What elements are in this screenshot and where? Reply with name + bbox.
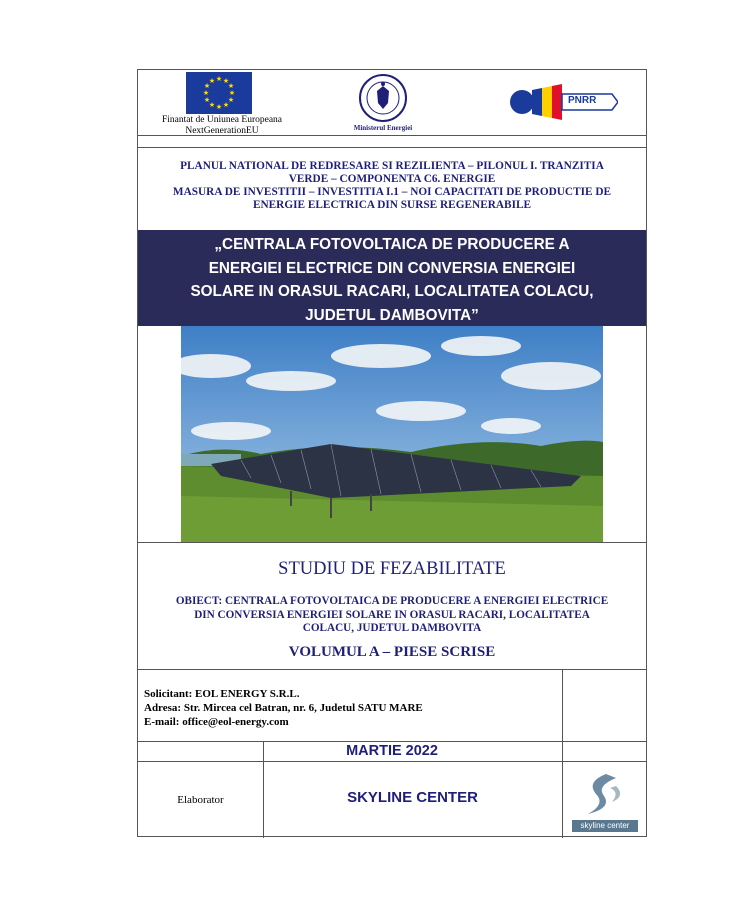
applicant-name: Solicitant: EOL ENERGY S.R.L. bbox=[144, 688, 300, 700]
study-volume: VOLUMUL A – PIESE SCRISE bbox=[288, 644, 496, 660]
spacer-row bbox=[138, 136, 646, 148]
document-date: MARTIE 2022 bbox=[346, 743, 438, 759]
applicant-info bbox=[144, 687, 423, 729]
date-row bbox=[138, 742, 646, 762]
project-title-banner: „CENTRALA FOTOVOLTAICA DE PRODUCERE A ENERGIEI ELECTRICE DIN CONVERSIA ENERGIEI SOLARE IN ORASUL RACARI, LOCALITATEA COLACU, JUDETUL DAMBOVITA” bbox=[138, 230, 646, 326]
applicant-email: E-mail: office@eol-energy.com bbox=[144, 716, 289, 728]
cell-divider bbox=[562, 670, 563, 741]
solar-panels-photo bbox=[181, 326, 603, 542]
eu-caption: Finantat de Uniunea Europeana NextGenerationEU bbox=[161, 115, 283, 136]
svg-text:★: ★ bbox=[227, 82, 235, 90]
elaborator-row bbox=[138, 762, 646, 838]
svg-text:★: ★ bbox=[215, 103, 223, 111]
pnrr-label: PNRR bbox=[568, 95, 597, 106]
svg-text:★: ★ bbox=[203, 96, 211, 104]
svg-text:★: ★ bbox=[222, 77, 230, 85]
romanian-government-seal-icon bbox=[358, 73, 408, 123]
cell-divider bbox=[562, 762, 563, 838]
logos-row bbox=[138, 70, 646, 136]
pnrr-logo bbox=[508, 84, 618, 120]
applicant-row bbox=[138, 670, 646, 742]
skyline-center-logo bbox=[572, 768, 638, 834]
svg-text:★: ★ bbox=[227, 96, 235, 104]
svg-text:★: ★ bbox=[202, 89, 210, 97]
elaborator-name: SKYLINE CENTER bbox=[347, 789, 478, 806]
gov-caption: Ministerul Energiei bbox=[353, 124, 413, 132]
plan-heading: PLANUL NATIONAL DE REDRESARE SI REZILIENTA – PILONUL I. TRANZITIA VERDE – COMPONENTA C6. ENERGIE MASURA DE INVESTITII – INVESTITIA I.1 – NOI CAPACITATI DE PRODUCTIE DE ENERGIE ELECTRICA DIN SURSE REGENERABILE bbox=[172, 160, 612, 211]
svg-text:★: ★ bbox=[228, 89, 236, 97]
study-title: STUDIU DE FEZABILITATE bbox=[278, 559, 506, 579]
svg-text:★: ★ bbox=[208, 77, 216, 85]
eu-flag-icon bbox=[186, 72, 252, 114]
svg-text:★: ★ bbox=[203, 82, 211, 90]
applicant-address: Adresa: Str. Mircea cel Batran, nr. 6, Judetul SATU MARE bbox=[144, 702, 423, 714]
cover-page bbox=[137, 69, 647, 837]
svg-text:★: ★ bbox=[215, 75, 223, 83]
svg-text:★: ★ bbox=[222, 101, 230, 109]
svg-text:★: ★ bbox=[208, 101, 216, 109]
study-section bbox=[138, 543, 646, 670]
elaborator-label: Elaborator bbox=[177, 794, 224, 806]
study-object: OBIECT: CENTRALA FOTOVOLTAICA DE PRODUCERE A ENERGIEI ELECTRICE DIN CONVERSIA ENERGIEI SOLARE IN ORASUL RACARI, LOCALITATEA COLACU, JUDETUL DAMBOVITA bbox=[175, 595, 609, 634]
skyline-logo-text: skyline center bbox=[580, 821, 630, 830]
photo-row bbox=[138, 326, 646, 543]
